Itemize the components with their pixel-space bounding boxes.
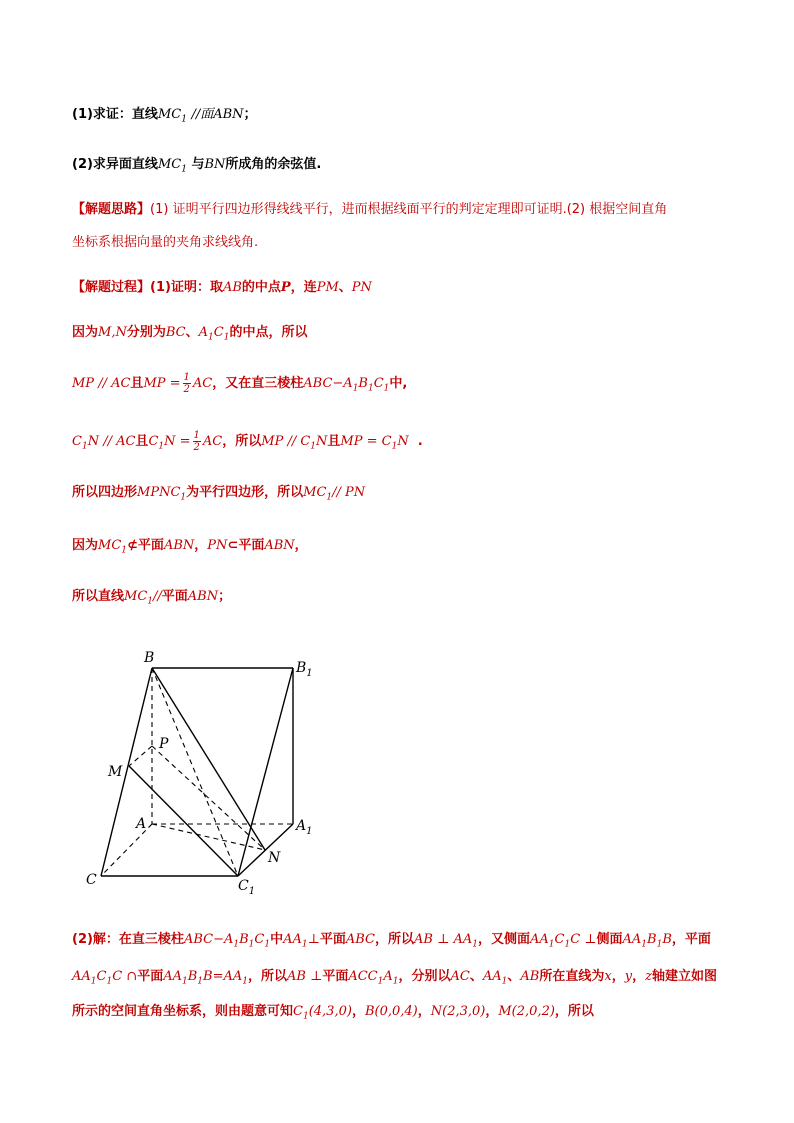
math-mc1: $MC_1$ (157, 107, 187, 125)
process-line-6: 因为$MC_1⊄$平面ABN，PN⊂平面ABN， (72, 538, 308, 556)
segment-b-n (152, 668, 265, 850)
solution-line-1: (2)解：在直三棱柱$ABC-A_1B_1C_1$中$AA_1\perp$平面ABC，所以AB ⊥ $AA_1$，又侧面$AA_1C_1C$ ⊥侧面$AA_1B_1B$，平面 (72, 932, 711, 950)
process-line-1: 【解题过程】(1)证明：取AB的中点P，连PM、PN (72, 280, 372, 295)
label-c: C (86, 872, 97, 888)
fraction-half: $\frac{1}{2}$ (183, 372, 190, 395)
fraction-half-2: $\frac{1}{2}$ (193, 430, 200, 453)
process-line-3: MP // AC且MP = $\frac{1}{2}$ AC，又在直三棱柱$ABC-A_1B_1C_1$中, (72, 372, 408, 395)
process-line-2: 因为M,N分别为BC、$A_1C_1$的中点，所以 (72, 325, 308, 343)
label-b1: $B_1$ (296, 660, 313, 679)
label-a: A (136, 816, 147, 832)
hint-line-2: 坐标系根据向量的夹角求线线角. (72, 235, 259, 250)
process-line-7: 所以直线$MC_1//$平面ABN； (72, 589, 232, 607)
question-2: (2)求异面直线$MC_1$ 与BN所成角的余弦值. (72, 157, 322, 175)
solution-line-2: $AA_1C_1C$ ∩平面$AA_1B_1B=AA_1$，所以AB ⊥平面$ACC_1A_1$，分别以AC、$AA_1$、AB所在直线为x，y，z轴建立如图 (72, 969, 717, 987)
label-m: M (108, 764, 123, 780)
hint-line-1: 【解题思路】(1) 证明平行四边形得线线平行，进而根据线面平行的判定定理即可证明.(2) 根据空间直角 (72, 202, 668, 217)
solution-line-3: 所示的空间直角坐标系，则由题意可知$C_1(4,3,0)$，B(0,0,4)，N(2,3,0)，M(2,0,2)，所以 (72, 1004, 594, 1022)
process-line-5: 所以四边形$MPNC_1$为平行四边形，所以$MC_1//$ PN (72, 485, 366, 503)
hint-tag: 【解题思路】 (72, 202, 151, 217)
edge-b1-c1 (238, 668, 293, 876)
label-n: N (268, 850, 281, 866)
prism-figure (72, 640, 332, 900)
label-a1: $A_1$ (296, 818, 313, 837)
process-tag: 【解题过程】 (72, 280, 151, 295)
process-line-4: $C_1N$ // AC且$C_1N$ = $\frac{1}{2}$ AC，所以MP // $C_1N$且MP = $C_1N$ . (72, 430, 423, 453)
question-1: (1)求证：直线$MC_1$ //面ABN； (72, 107, 257, 125)
label-c1: $C_1$ (238, 878, 256, 897)
segment-p-n (152, 746, 265, 850)
segment-b-c1 (152, 668, 238, 876)
label-b: B (144, 650, 155, 666)
edge-c1-a1 (238, 824, 293, 876)
label-p: P (159, 736, 169, 752)
